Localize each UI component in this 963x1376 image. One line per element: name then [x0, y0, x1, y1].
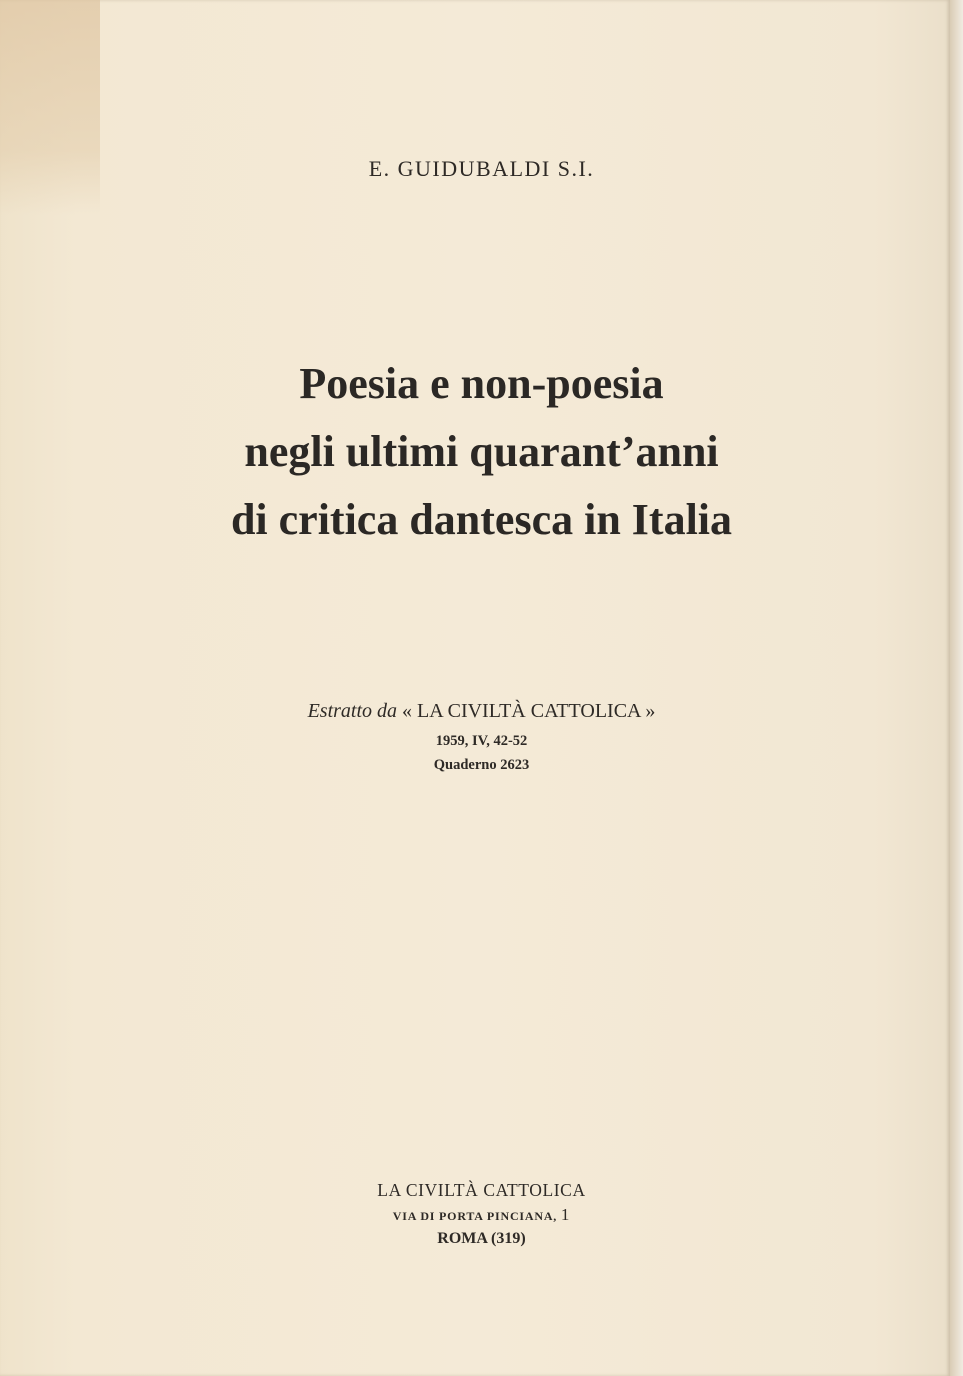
title-line-1: Poesia e non-poesia — [299, 359, 664, 408]
publisher-name: LA CIVILTÀ CATTOLICA — [377, 1180, 586, 1200]
publisher-street: VIA DI PORTA PINCIANA, — [392, 1209, 558, 1223]
page-edge — [950, 0, 963, 1376]
publisher-address — [0, 1202, 963, 1229]
publisher-city: ROMA (319) — [437, 1230, 526, 1247]
extract-source: « LA CIVILTÀ CATTOLICA » — [402, 700, 656, 722]
extract-source-line — [0, 700, 963, 723]
title-line-2: negli ultimi quarant’anni — [244, 427, 719, 476]
book-title — [0, 350, 963, 554]
publisher-block — [0, 1178, 963, 1249]
extract-issue: Quaderno 2623 — [433, 757, 530, 773]
extract-prefix: Estratto da — [307, 700, 398, 722]
extract-info — [0, 700, 963, 777]
paper-stain — [0, 0, 100, 215]
extract-volume: 1959, IV, 42-52 — [435, 733, 528, 749]
publisher-street-number: 1 — [560, 1205, 571, 1224]
author-name: E. GUIDUBALDI S.I. — [368, 156, 595, 181]
title-line-3: di critica dantesca in Italia — [230, 495, 733, 544]
